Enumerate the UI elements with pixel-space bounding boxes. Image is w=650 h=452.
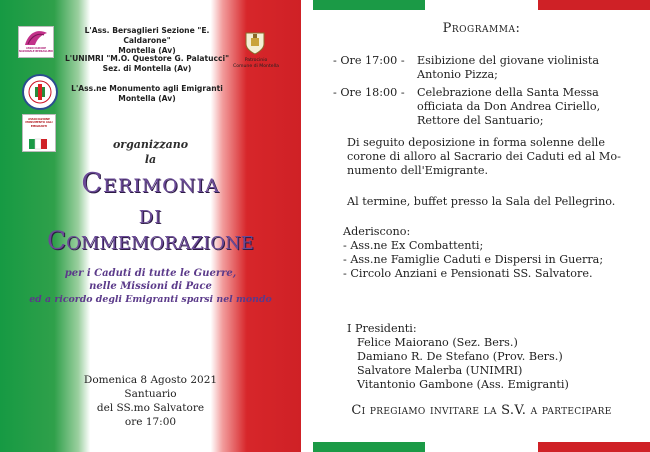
event-place-line1: Santuario bbox=[124, 388, 177, 400]
ceremony-title-line1: Cerimonia bbox=[81, 168, 220, 199]
unimri-logo bbox=[22, 74, 58, 110]
bottom-flag-strip bbox=[313, 442, 650, 452]
invite-text: Ci pregiamo invitare la S.V. a partecipare bbox=[351, 403, 612, 418]
aderente-1: - Ass.ne Ex Combattenti; bbox=[343, 239, 484, 252]
presidente-4: Vitantonio Gambone (Ass. Emigranti) bbox=[357, 378, 569, 391]
program-item-2-line2: officiata da Don Andrea Ciriello, bbox=[417, 100, 601, 113]
aderente-2: - Ass.ne Famiglie Caduti e Dispersi in Guerra; bbox=[343, 253, 604, 266]
organizer-bersaglieri: L'Ass. Bersaglieri Sezione "E. Caldarone" Montella (Av) bbox=[84, 26, 210, 55]
para-buffet: Al termine, buffet presso la Sala del Pellegrino. bbox=[347, 195, 616, 208]
emigranti-logo-text: ASSOCIAZIONE MONUMENTO AGLI EMIGRANTI bbox=[25, 118, 53, 128]
para-deposizione-line2: corone di alloro al Sacrario dei Caduti ed al Mo- bbox=[347, 150, 621, 163]
para-deposizione-line3: numento dell'Emigrante. bbox=[347, 164, 489, 177]
program-panel bbox=[313, 0, 650, 452]
presidente-1: Felice Maiorano (Sez. Bers.) bbox=[357, 336, 518, 349]
program-item-time-2: - Ore 18:00 - bbox=[333, 86, 405, 99]
bersaglieri-plume-icon bbox=[19, 27, 53, 49]
program-item-time-1: - Ore 17:00 - bbox=[333, 54, 405, 67]
event-place-line2: del SS.mo Salvatore bbox=[96, 402, 205, 414]
presidente-2: Damiano R. De Stefano (Prov. Bers.) bbox=[357, 350, 563, 363]
subtitle-line2: nelle Missioni di Pace bbox=[89, 281, 212, 292]
unimri-emblem-icon bbox=[24, 76, 56, 108]
event-time: ore 17:00 bbox=[124, 416, 177, 428]
program-item-1-line2: Antonio Pizza; bbox=[417, 68, 498, 81]
bersaglieri-logo-text: ASSOCIAZIONE NAZIONALE BERSAGLIERI bbox=[19, 47, 53, 53]
la-label: la bbox=[144, 153, 157, 166]
bersaglieri-logo bbox=[18, 26, 54, 58]
comune-montella-crest bbox=[244, 30, 266, 56]
subtitle-line3: ed a ricordo degli Emigranti sparsi nel mondo bbox=[29, 294, 272, 305]
ceremony-title-line2: di bbox=[138, 200, 163, 229]
crest-icon bbox=[244, 30, 266, 56]
top-flag-strip bbox=[313, 0, 650, 10]
aderiscono-label: Aderiscono: bbox=[343, 225, 411, 238]
presidente-3: Salvatore Malerba (UNIMRI) bbox=[357, 364, 523, 377]
ceremony-title-line3: Commemorazione bbox=[47, 226, 254, 255]
organizer-unimri: L'UNIMRI "M.O. Questore G. Palatucci" Sez. di Montella (Av) bbox=[64, 54, 230, 73]
patrocinio-label: Patrocinio Comune di Montella bbox=[233, 58, 279, 69]
program-item-1-line1: Esibizione del giovane violinista bbox=[417, 54, 600, 67]
organizzano-label: organizzano bbox=[112, 138, 189, 151]
organizer-emigranti: L'Ass.ne Monumento agli Emigranti Montella (Av) bbox=[71, 84, 223, 103]
presidenti-label: I Presidenti: bbox=[347, 322, 417, 335]
program-item-2-line3: Rettore del Santuario; bbox=[417, 114, 544, 127]
program-heading: Programma: bbox=[442, 21, 521, 36]
subtitle-line1: per i Caduti di tutte le Guerre, bbox=[64, 268, 237, 279]
panel-gap bbox=[301, 0, 313, 452]
poster-panel bbox=[0, 0, 301, 452]
para-deposizione-line1: Di seguito deposizione in forma solenne delle bbox=[347, 136, 606, 149]
aderente-3: - Circolo Anziani e Pensionati SS. Salvatore. bbox=[343, 267, 593, 280]
event-date: Domenica 8 Agosto 2021 bbox=[83, 374, 218, 386]
program-item-2-line1: Celebrazione della Santa Messa bbox=[417, 86, 599, 99]
